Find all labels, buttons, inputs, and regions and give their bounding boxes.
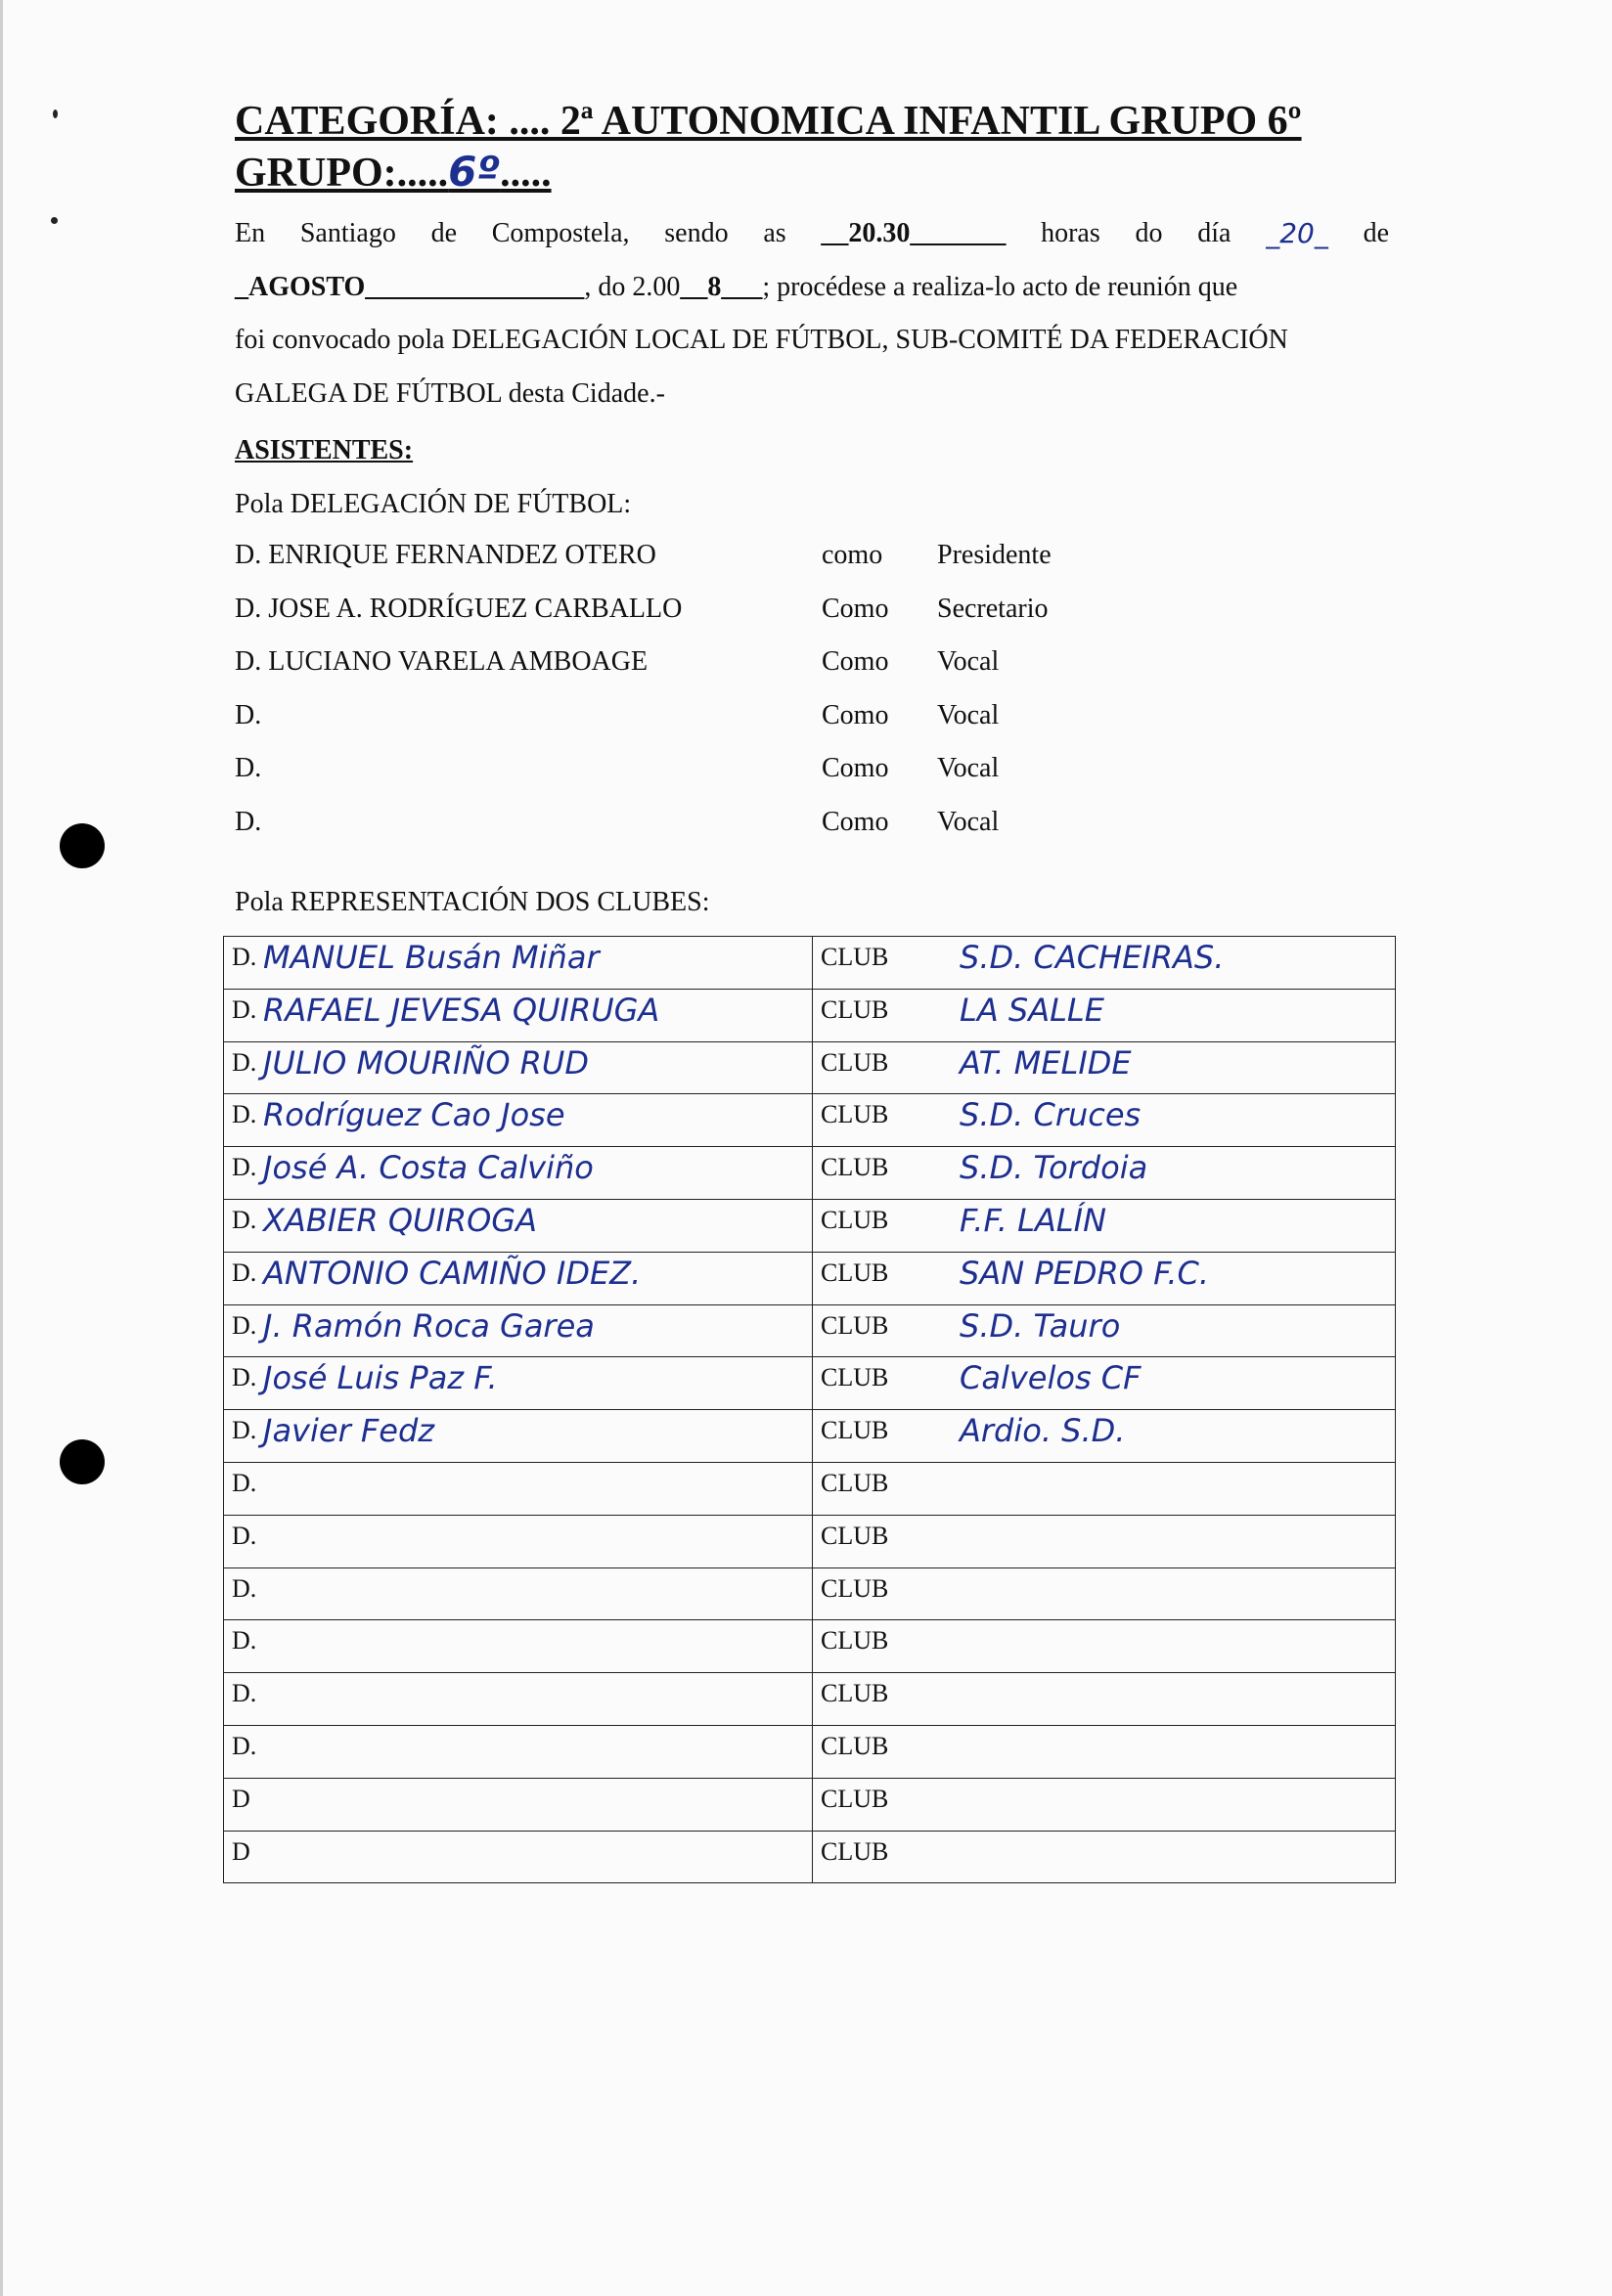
table-row <box>224 1620 1396 1673</box>
paragraph-text: ; procédese a realiza-lo acto de reunión que <box>762 271 1238 302</box>
club-name-handwritten: S.D. Cruces <box>960 1096 1142 1134</box>
club-label: CLUB <box>821 1363 889 1392</box>
member-role: Vocal <box>937 753 1000 784</box>
club-cell <box>813 1094 1396 1147</box>
member-row <box>235 753 1115 807</box>
club-cell <box>813 1673 1396 1726</box>
row-prefix: D <box>232 1784 250 1813</box>
representative-cell <box>224 989 813 1041</box>
club-cell <box>813 1410 1396 1463</box>
meeting-month: _AGOSTO________________ <box>235 271 585 302</box>
club-label: CLUB <box>821 943 889 971</box>
member-role: Secretario <box>937 593 1049 624</box>
punch-hole-bottom <box>60 1439 105 1484</box>
clubs-heading: Pola REPRESENTACIÓN DOS CLUBES: <box>235 887 710 917</box>
club-label: CLUB <box>821 1310 889 1340</box>
club-cell <box>813 1515 1396 1567</box>
representative-signature: Javier Fedz <box>263 1412 435 1450</box>
table-row <box>224 1357 1396 1410</box>
row-prefix: D. <box>232 994 257 1024</box>
representative-cell <box>224 1673 813 1726</box>
representative-signature: ANTONIO CAMIÑO IDEZ. <box>263 1254 642 1292</box>
club-cell <box>813 937 1396 990</box>
representative-signature: JULIO MOURIÑO RUD <box>263 1043 589 1082</box>
table-row <box>224 1199 1396 1252</box>
punch-hole-top <box>60 823 105 868</box>
representative-cell <box>224 937 813 990</box>
club-cell <box>813 1199 1396 1252</box>
row-prefix: D. <box>232 1363 257 1392</box>
table-row <box>224 1304 1396 1357</box>
word: En <box>235 218 266 248</box>
club-label: CLUB <box>821 1416 889 1445</box>
table-row <box>224 1673 1396 1726</box>
club-label: CLUB <box>821 1468 889 1497</box>
club-label: CLUB <box>821 1573 889 1603</box>
club-cell <box>813 1778 1396 1831</box>
member-name: D. LUCIANO VARELA AMBOAGE <box>235 646 649 678</box>
club-name-handwritten: Calvelos CF <box>960 1359 1142 1397</box>
row-prefix: D. <box>232 1679 257 1708</box>
member-role: Presidente <box>937 540 1052 570</box>
club-label: CLUB <box>821 1679 889 1708</box>
word: de <box>1363 218 1389 248</box>
representative-cell <box>224 1199 813 1252</box>
club-label: CLUB <box>821 1205 889 1234</box>
club-cell <box>813 1831 1396 1883</box>
club-label: CLUB <box>821 994 889 1024</box>
representative-signature: José Luis Paz F. <box>263 1359 498 1397</box>
paragraph-line-1 <box>235 207 1389 261</box>
row-prefix: D. <box>232 1521 257 1550</box>
table-row <box>224 1831 1396 1883</box>
table-row <box>224 1515 1396 1567</box>
club-label: CLUB <box>821 1258 889 1287</box>
member-name: D. JOSE A. RODRÍGUEZ CARBALLO <box>235 593 683 624</box>
member-role: Vocal <box>937 806 1000 837</box>
word: Santiago <box>299 218 396 248</box>
row-prefix: D. <box>232 1573 257 1603</box>
club-cell <box>813 989 1396 1041</box>
group-handwritten: 6º <box>448 148 501 196</box>
club-label: CLUB <box>821 1836 889 1866</box>
table-row <box>224 1567 1396 1620</box>
club-cell <box>813 1462 1396 1515</box>
meeting-year: __8___ <box>680 271 763 302</box>
member-row <box>235 646 1115 700</box>
row-prefix: D. <box>232 1626 257 1656</box>
representative-cell <box>224 1620 813 1673</box>
club-cell <box>813 1725 1396 1778</box>
table-row <box>224 989 1396 1041</box>
member-role: Vocal <box>937 646 1000 678</box>
club-cell <box>813 1041 1396 1094</box>
member-row <box>235 594 1115 647</box>
member-como: como <box>822 540 883 570</box>
representative-cell <box>224 1304 813 1357</box>
member-role: Vocal <box>937 699 1000 730</box>
representative-cell <box>224 1462 813 1515</box>
representative-signature: José A. Costa Calviño <box>263 1149 594 1187</box>
member-row <box>235 807 1115 861</box>
document-title <box>235 96 1409 199</box>
representative-signature: XABIER QUIROGA <box>263 1201 537 1239</box>
club-name-handwritten: S.D. Tordoia <box>960 1149 1148 1187</box>
club-cell <box>813 1147 1396 1200</box>
intro-paragraph <box>235 207 1389 420</box>
representative-signature: J. Ramón Roca Garea <box>263 1306 595 1345</box>
paragraph-line-2 <box>235 261 1389 315</box>
representative-signature: RAFAEL JEVESA QUIRUGA <box>263 991 660 1029</box>
table-row <box>224 1094 1396 1147</box>
scan-speck <box>51 217 58 224</box>
representative-cell <box>224 1147 813 1200</box>
table-row <box>224 1041 1396 1094</box>
member-como: Como <box>822 699 889 730</box>
row-prefix: D. <box>232 1310 257 1340</box>
group-dots: ..... <box>500 151 552 196</box>
row-prefix: D <box>232 1836 250 1866</box>
word: Compostela, <box>491 218 630 248</box>
member-como: Como <box>822 806 889 837</box>
year-prefix: , do 2.00 <box>584 271 681 302</box>
row-prefix: D. <box>232 1153 257 1182</box>
club-name-handwritten: S.D. CACHEIRAS. <box>960 939 1225 976</box>
club-label: CLUB <box>821 1047 889 1077</box>
row-prefix: D. <box>232 1731 257 1760</box>
club-label: CLUB <box>821 1784 889 1813</box>
representative-cell <box>224 1778 813 1831</box>
row-prefix: D. <box>232 1205 257 1234</box>
member-row <box>235 540 1115 594</box>
row-prefix: D. <box>232 1258 257 1287</box>
word: de <box>430 218 458 248</box>
member-name: D. <box>235 806 262 837</box>
delegation-members <box>235 540 1115 861</box>
paragraph-line-3: foi convocado pola DELEGACIÓN LOCAL DE FÚTBOL, SUB-COMITÉ DA FEDERACIÓN <box>235 325 1288 355</box>
member-como: Como <box>822 593 889 624</box>
member-como: Como <box>822 753 889 784</box>
club-name-handwritten: S.D. Tauro <box>960 1306 1121 1345</box>
representative-signature: MANUEL Busán Miñar <box>263 939 600 976</box>
category-line: CATEGORÍA: .... 2ª AUTONOMICA INFANTIL GRUPO 6º <box>235 99 1302 144</box>
club-label: CLUB <box>821 1100 889 1129</box>
attendees-heading: ASISTENTES: <box>235 435 414 465</box>
club-label: CLUB <box>821 1153 889 1182</box>
row-prefix: D. <box>232 943 257 971</box>
member-como: Como <box>822 646 889 678</box>
club-label: CLUB <box>821 1731 889 1760</box>
group-line <box>235 147 1409 199</box>
club-cell <box>813 1357 1396 1410</box>
representative-cell <box>224 1567 813 1620</box>
representative-cell <box>224 1515 813 1567</box>
table-row <box>224 1725 1396 1778</box>
club-name-handwritten: AT. MELIDE <box>960 1043 1132 1082</box>
row-prefix: D. <box>232 1468 257 1497</box>
club-cell <box>813 1620 1396 1673</box>
member-row <box>235 700 1115 754</box>
word: horas <box>1041 218 1100 248</box>
row-prefix: D. <box>232 1100 257 1129</box>
club-cell <box>813 1567 1396 1620</box>
table-row <box>224 1147 1396 1200</box>
table-row <box>224 1778 1396 1831</box>
club-name-handwritten: F.F. LALÍN <box>960 1201 1106 1239</box>
representative-cell <box>224 1410 813 1463</box>
meeting-day: _20_ <box>1266 217 1328 249</box>
club-cell <box>813 1252 1396 1304</box>
representative-cell <box>224 1831 813 1883</box>
representative-cell <box>224 1357 813 1410</box>
delegation-heading: Pola DELEGACIÓN DE FÚTBOL: <box>235 489 632 519</box>
clubs-table <box>223 936 1396 1883</box>
club-name-handwritten: Ardio. S.D. <box>960 1412 1126 1450</box>
word: do <box>1135 218 1163 248</box>
row-prefix: D. <box>232 1047 257 1077</box>
table-row <box>224 1252 1396 1304</box>
club-cell <box>813 1304 1396 1357</box>
representative-cell <box>224 1041 813 1094</box>
member-name: D. <box>235 753 262 784</box>
meeting-time: __20.30_______ <box>821 218 1007 248</box>
club-name-handwritten: LA SALLE <box>960 991 1104 1029</box>
table-row <box>224 1462 1396 1515</box>
word: sendo <box>664 218 729 248</box>
club-label: CLUB <box>821 1521 889 1550</box>
representative-signature: Rodríguez Cao Jose <box>263 1096 565 1134</box>
table-row <box>224 1410 1396 1463</box>
representative-cell <box>224 1094 813 1147</box>
group-label: GRUPO:..... <box>235 151 449 196</box>
scan-speck <box>53 110 58 118</box>
representative-cell <box>224 1252 813 1304</box>
member-name: D. ENRIQUE FERNANDEZ OTERO <box>235 540 656 570</box>
table-row <box>224 937 1396 990</box>
paragraph-line-4: GALEGA DE FÚTBOL desta Cidade.- <box>235 377 665 409</box>
club-label: CLUB <box>821 1626 889 1656</box>
club-name-handwritten: SAN PEDRO F.C. <box>960 1254 1210 1292</box>
word: día <box>1197 218 1231 248</box>
member-name: D. <box>235 699 262 730</box>
word: as <box>763 218 786 248</box>
representative-cell <box>224 1725 813 1778</box>
row-prefix: D. <box>232 1416 257 1445</box>
